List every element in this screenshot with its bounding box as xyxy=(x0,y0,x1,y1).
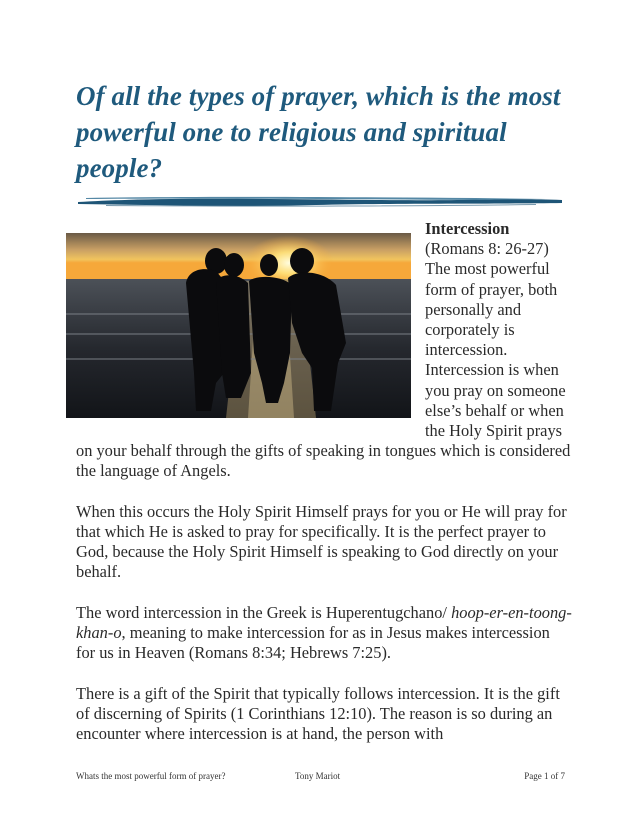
paragraph-discerning: There is a gift of the Spirit that typically follows intercession. It is the gift of discerning of Spirits (1 Corinthians 12:10). The reason is so during an encounter where intercession is at hand, the person with xyxy=(76,683,560,744)
article-body xyxy=(76,219,572,764)
pronunciation: hoop-er-en-toong-khan-o xyxy=(76,602,572,643)
footer-page-number: Page 1 of 7 xyxy=(524,771,565,781)
paragraph-text: , meaning to make intercession for as in Jesus makes intercession for us in Heaven (Romans 8:34; Hebrews 7:25). xyxy=(76,623,550,663)
page-footer xyxy=(76,771,565,783)
paragraph-holy-spirit: When this occurs the Holy Spirit Himself prays for you or He will pray for that which He is asked to pray for specifically. It is the perfect prayer to God, because the Holy Spirit Himself is speaking to God directly on your behalf. xyxy=(76,501,567,582)
paragraph-text: The word intercession in the Greek is Huperentugchano/ xyxy=(76,602,452,622)
page-title: Of all the types of prayer, which is the most powerful one to religious and spiritual people? xyxy=(76,81,561,183)
paragraph-greek xyxy=(76,603,572,664)
footer-doc-title: Whats the most powerful form of prayer? xyxy=(76,771,226,781)
paragraph-text: The most powerful form of prayer, both personally and corporately is intercession. Intercession is when you pray on someone else’s behalf or when the Holy Spirit prays on your behalf through the gifts of speaking in tongues which is considered the language of Angels. xyxy=(76,259,571,481)
scripture-reference: (Romans 8: 26-27) xyxy=(425,239,549,259)
brush-divider xyxy=(76,194,564,208)
footer-author: Tony Mariot xyxy=(295,771,341,781)
section-heading: Intercession xyxy=(425,219,510,238)
photo-spacer xyxy=(76,219,425,426)
